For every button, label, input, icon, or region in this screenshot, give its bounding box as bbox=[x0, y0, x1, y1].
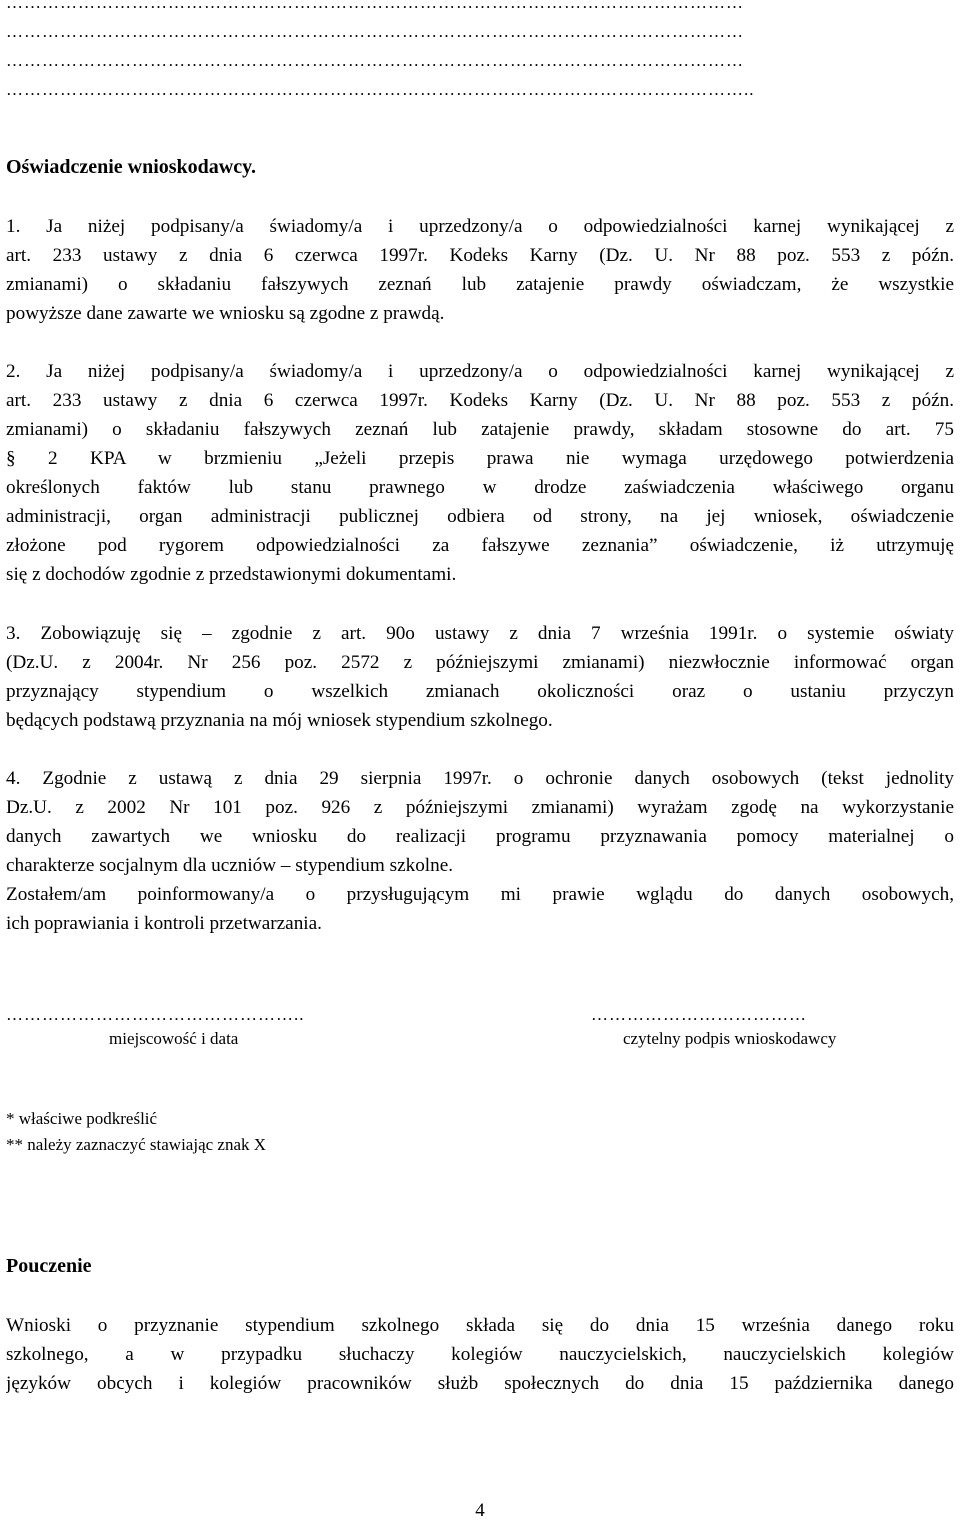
text-line: powyższe dane zawarte we wniosku są zgodne z prawdą. bbox=[6, 303, 445, 324]
text-line: art. 233 ustawy z dnia 6 czerwca 1997r. Kodeks Karny (Dz. U. Nr 88 poz. 553 z późn. bbox=[6, 245, 954, 266]
place-date-field[interactable]: ………………………………………….. bbox=[6, 1005, 305, 1024]
text-line: się z dochodów zgodnie z przedstawionymi dokumentami. bbox=[6, 564, 457, 585]
text-line: będących podstawą przyznania na mój wniosek stypendium szkolnego. bbox=[6, 710, 553, 731]
text-line: 2. Ja niżej podpisany/a świadomy/a i uprzedzony/a o odpowiedzialności karnej wynikającej z bbox=[6, 361, 954, 382]
text-line: 3. Zobowiązuję się – zgodnie z art. 90o ustawy z dnia 7 września 1991r. o systemie oświaty bbox=[6, 623, 954, 644]
text-line: § 2 KPA w brzmieniu „Jeżeli przepis prawa nie wymaga urzędowego potwierdzenia bbox=[6, 448, 954, 469]
text-line: szkolnego, a w przypadku słuchaczy kolegiów nauczycielskich, nauczycielskich kolegiów bbox=[6, 1344, 954, 1365]
instruction-heading: Pouczenie bbox=[6, 1255, 92, 1277]
text-line: przyznający stypendium o wszelkich zmianach okoliczności oraz o ustaniu przyczyn bbox=[6, 681, 954, 702]
text-line: zmianami) o składaniu fałszywych zeznań lub zatajenie prawdy oświadczam, że wszystkie bbox=[6, 274, 954, 295]
statement-paragraph-2 bbox=[6, 357, 954, 589]
signature-label: czytelny podpis wnioskodawcy bbox=[623, 1029, 837, 1048]
text-line: zmianami) o składaniu fałszywych zeznań lub zatajenie prawdy, składam stosowne do art. 75 bbox=[6, 419, 954, 440]
dotted-fill-line: …………………………………………………………………………………………………………… bbox=[6, 22, 744, 41]
dotted-fill-line: …………………………………………………………………………………………………………… bbox=[6, 51, 744, 70]
page-number: 4 bbox=[475, 1500, 485, 1521]
text-line: charakterze socjalnym dla uczniów – stypendium szkolne. bbox=[6, 855, 454, 876]
text-line: art. 233 ustawy z dnia 6 czerwca 1997r. Kodeks Karny (Dz. U. Nr 88 poz. 553 z późn. bbox=[6, 390, 954, 411]
footnote-underline: * właściwe podkreślić bbox=[6, 1109, 158, 1128]
instruction-paragraph bbox=[6, 1311, 954, 1398]
dotted-fill-line: …………………………………………………………………………………………………………….. bbox=[6, 80, 755, 99]
statement-paragraph-1 bbox=[6, 212, 954, 328]
text-line: 4. Zgodnie z ustawą z dnia 29 sierpnia 1997r. o ochronie danych osobowych (tekst jednolity bbox=[6, 768, 954, 789]
place-date-label: miejscowość i data bbox=[109, 1029, 239, 1048]
dotted-fill-line: …………………………………………………………………………………………………………… bbox=[6, 0, 744, 12]
statement-paragraph-4 bbox=[6, 764, 954, 938]
signature-field[interactable]: ……………………………… bbox=[591, 1005, 807, 1024]
text-line: złożone pod rygorem odpowiedzialności za fałszywe zeznania” oświadczenie, iż utrzymuję bbox=[6, 535, 954, 556]
text-line: określonych faktów lub stanu prawnego w drodze zaświadczenia właściwego organu bbox=[6, 477, 954, 498]
text-line: administracji, organ administracji publicznej odbiera od strony, na jej wniosek, oświadczenie bbox=[6, 506, 954, 527]
footnote-mark-x: ** należy zaznaczyć stawiając znak X bbox=[6, 1135, 267, 1154]
text-line: języków obcych i kolegiów pracowników służb społecznych do dnia 15 października danego bbox=[6, 1373, 954, 1394]
text-line: Zostałem/am poinformowany/a o przysługującym mi prawie wglądu do danych osobowych, bbox=[6, 884, 954, 905]
text-line: ich poprawiania i kontroli przetwarzania. bbox=[6, 913, 322, 934]
text-line: danych zawartych we wniosku do realizacji programu przyznawania pomocy materialnej o bbox=[6, 826, 954, 847]
statement-paragraph-3 bbox=[6, 619, 954, 735]
text-line: 1. Ja niżej podpisany/a świadomy/a i uprzedzony/a o odpowiedzialności karnej wynikającej z bbox=[6, 216, 954, 237]
statement-heading: Oświadczenie wnioskodawcy. bbox=[6, 156, 257, 178]
text-line: Dz.U. z 2002 Nr 101 poz. 926 z późniejszymi zmianami) wyrażam zgodę na wykorzystanie bbox=[6, 797, 954, 818]
text-line: (Dz.U. z 2004r. Nr 256 poz. 2572 z późniejszymi zmianami) niezwłocznie informować organ bbox=[6, 652, 954, 673]
text-line: Wnioski o przyznanie stypendium szkolnego składa się do dnia 15 września danego roku bbox=[6, 1315, 954, 1336]
